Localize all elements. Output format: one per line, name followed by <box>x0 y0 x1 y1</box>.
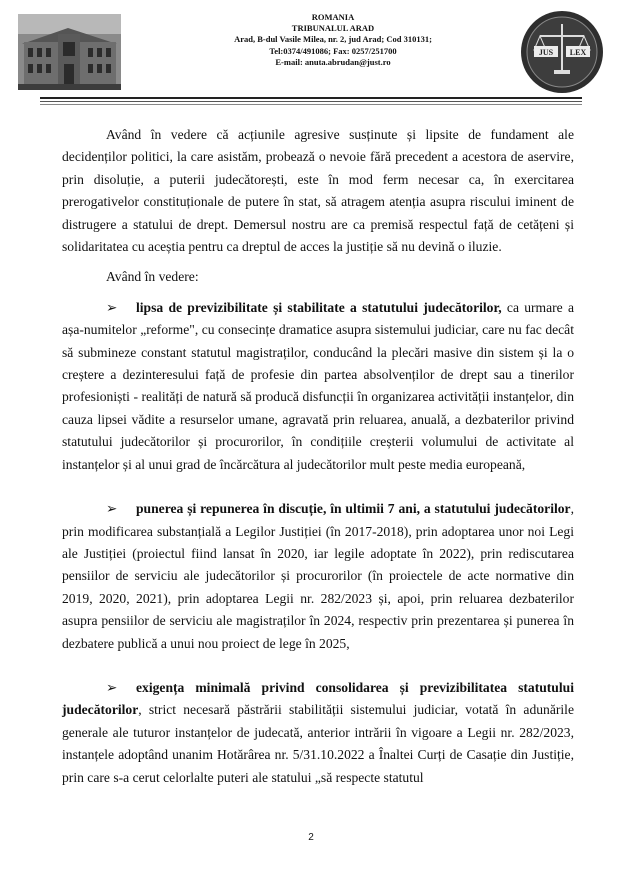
court-address: Arad, B-dul Vasile Milea, nr. 2, jud Arad; Cod 310131; <box>234 34 432 45</box>
header-divider <box>40 101 582 102</box>
court-email: E-mail: anuta.abrudan@just.ro <box>275 56 391 67</box>
intro-paragraph: Având în vedere că acțiunile agresive susținute și lipsite de fundament ale decidenților politici, la care asistăm, probează o nevoie fără precedent a acestora de aservire, prin disoluție, a puterii judecătorești, este în mod ferm necesar ca, în exercitarea prerogativelor constituționale de putere în stat, să atragem atenția asupra riscului iminent de distrugere a statului de drept. Demersul nostru are ca premisă respectul față de cetățeni și solidaritatea cu aceștia pentru ca dreptul de acces la justiție să nu devină o iluzie. <box>62 127 574 255</box>
svg-text:JUS: JUS <box>538 48 554 57</box>
bullet-3-bold: exigența minimală privind consolidarea și previzibilitatea statutului judecătorilor <box>62 679 574 718</box>
document-body <box>62 124 574 789</box>
court-contact-block <box>210 12 456 68</box>
arrow-bullet-icon: ➢ <box>106 679 118 695</box>
country-name: ROMANIA <box>311 12 355 22</box>
bullet-item-1 <box>62 297 574 476</box>
arrow-bullet-icon: ➢ <box>106 501 118 517</box>
svg-text:LEX: LEX <box>569 48 587 57</box>
considering-heading: Având în vedere: <box>106 269 199 285</box>
bullet-1-text: ca urmare a așa-numitelor „reforme", cu consecințe dramatice asupra sistemului judiciar, care nu fac decât să submineze constant statutul magistraților, conducând la plecări masive din sistem și la o creștere a dezinteresului față de profesie din partea absolvenților de drept sau a tinerilor profesioniști - realități de natură să producă disfuncții în organizarea activității instanțelor, din cauza lipsei vădite a resurselor umane, agravată prin reluarea, anuală, a dezbaterilor privind statutului judecătorilor și procurorilor, în condițiile creșterii volumului de activitate al instanțelor și al unui grad de încărcătura al judecătorilor mult peste media europeană, <box>62 299 574 472</box>
bullet-3-text: , strict necesară păstrării stabilității sistemului judiciar, votată în adunările generale ale tuturor instanțelor de judecată, anterior intrării în vigoare a Legii nr. 282/2023, instanțele adoptând unanim Hotărârea nr. 5/31.10.2022 a Înaltei Curți de Casație din Justiție, prin care s-a cerut celorlalte puteri ale statului „să respecte statutul <box>62 702 574 785</box>
bullet-item-2 <box>62 498 574 655</box>
court-name: TRIBUNALUL ARAD <box>291 23 375 34</box>
bullet-2-bold: punerea și repunerea în discuție, în ultimii 7 ani, a statutului judecătorilor <box>136 501 571 517</box>
page-number: 2 <box>308 832 314 843</box>
bullet-1-bold: lipsa de previzibilitate și stabilitate a statutului judecătorilor, <box>136 299 502 315</box>
bullet-2-text: , prin modificarea substanțială a Legilor Justiției (în 2017-2018), prin adoptarea unor noi Legi ale Justiției (proiectul fiind lansat în 2020, iar legile adoptate în 2022), prin rediscutarea pensiilor de serviciu ale judecătorilor și procurorilor (în proiectele de acte normative din 2019, 2020, 2021), prin adoptarea Legii nr. 282/2023 și, apoi, prin reluarea dezbaterilor asupra pensiilor de serviciu ale magistraților în 2024, respectiv prin prezentarea și punerea în dezbatere publică a unui nou proiect de lege în 2025, <box>62 501 574 651</box>
header-divider <box>40 104 582 105</box>
arrow-bullet-icon: ➢ <box>106 299 118 315</box>
letterhead <box>0 0 622 108</box>
bullet-item-3 <box>62 677 574 789</box>
court-phone-fax: Tel:0374/491086; Fax: 0257/251700 <box>269 45 397 56</box>
jus-lex-seal-logo <box>520 10 604 94</box>
header-divider <box>40 97 582 99</box>
courthouse-building-image <box>18 14 121 90</box>
